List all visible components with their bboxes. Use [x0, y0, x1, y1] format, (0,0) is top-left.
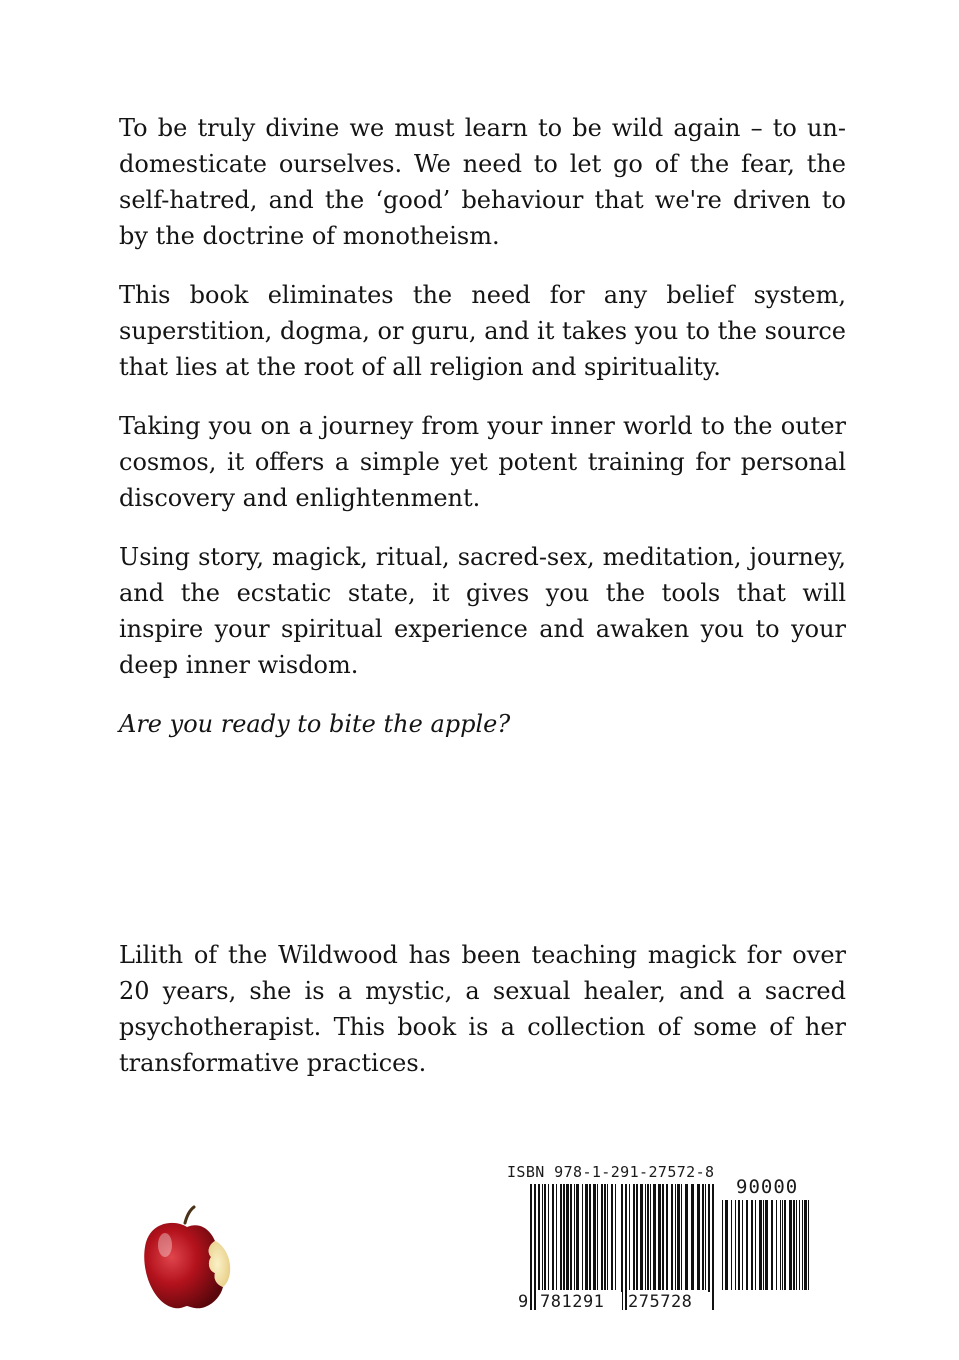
barcode-addon-bar [780, 1200, 781, 1290]
barcode-bar [636, 1184, 638, 1290]
author-bio [119, 937, 846, 1104]
barcode-bar [645, 1184, 646, 1290]
barcode-bar [593, 1184, 596, 1290]
barcode-bar [552, 1184, 554, 1290]
barcode-bar [542, 1184, 543, 1290]
barcode-bar [629, 1184, 630, 1290]
isbn-label: ISBN 978-1-291-27572-8 [507, 1163, 715, 1181]
barcode-bar [691, 1184, 694, 1290]
ean-right-group: 275728 [628, 1292, 710, 1312]
barcode-addon-bar [722, 1200, 723, 1290]
barcode-bar [544, 1184, 546, 1290]
blurb-paragraph-2: This book eliminates the need for any belief system, superstition, dogma, or guru, and it takes you to the source that lies at the root of all religion and spirituality. [119, 281, 846, 381]
barcode-bar [601, 1184, 603, 1290]
barcode-addon-bar [755, 1200, 756, 1290]
barcode-bar [576, 1184, 579, 1290]
blurb-paragraph-1: To be truly divine we must learn to be wild again – to un-domesticate ourselves. We need to let go of the fear, the self-hatred, and the ‘good’ behaviour that we're driven to by the doctrine of monotheism. [119, 114, 846, 250]
barcode-bar [677, 1184, 680, 1290]
barcode-addon-bar [802, 1200, 803, 1290]
barcode-bar [570, 1184, 572, 1290]
ean-first-digit: 9 [518, 1292, 529, 1312]
barcode-addon-bar [759, 1200, 762, 1290]
barcode-addon-bar [793, 1200, 795, 1290]
barcode-bar [566, 1184, 569, 1290]
barcode-addon-bar [776, 1200, 777, 1290]
barcode-addon-bar [796, 1200, 797, 1290]
blurb-paragraph-4: Using story, magick, ritual, sacred-sex, meditation, journey, and the ecstatic state, it gives you the tools that will inspire your spiritual experience and awaken you to your deep inner wisdom. [119, 543, 846, 679]
apple-highlight [158, 1233, 172, 1257]
barcode-bar [647, 1184, 649, 1290]
barcode-addon-bar [771, 1200, 773, 1290]
barcode-addon-bar [789, 1200, 792, 1290]
barcode-addon-bar [725, 1200, 728, 1290]
bitten-apple-icon [137, 1205, 237, 1313]
barcode-bar [556, 1184, 557, 1290]
barcode-bar [671, 1184, 673, 1290]
barcode-bar [604, 1184, 606, 1290]
barcode-addon-bar [738, 1200, 740, 1290]
price-code: 90000 [736, 1176, 799, 1198]
barcode-addon-bar [799, 1200, 800, 1290]
barcode-bar [563, 1184, 565, 1290]
barcode-bar [582, 1184, 583, 1290]
barcode-bar [662, 1184, 664, 1290]
apple-graphic [137, 1205, 237, 1313]
barcode-guard-bar [712, 1184, 714, 1310]
barcode-bar [589, 1184, 591, 1290]
barcode-bar [548, 1184, 549, 1290]
ean-left-group: 781291 [540, 1292, 622, 1312]
barcode-addon-bar [742, 1200, 743, 1290]
barcode-bar [574, 1184, 575, 1290]
barcode-bar [653, 1184, 656, 1290]
barcode-addon-bar [804, 1200, 807, 1290]
barcode-bar [685, 1184, 688, 1290]
barcode-guard-bar [530, 1184, 532, 1310]
barcode-guard-bar [625, 1184, 627, 1310]
barcode-bar [675, 1184, 676, 1290]
author-bio-text: Lilith of the Wildwood has been teaching magick for over 20 years, she is a mystic, a sexual healer, and a sacred psychotherapist. This book is a collection of some of her transformative practices. [119, 941, 846, 1077]
barcode-bar [697, 1184, 700, 1290]
blurb [119, 110, 846, 765]
barcode-bar [702, 1184, 704, 1290]
barcode-addon-bar [751, 1200, 753, 1290]
barcode-bar [597, 1184, 598, 1290]
barcode-bar [658, 1184, 661, 1290]
apple-stem [185, 1207, 194, 1223]
barcode-bar [666, 1184, 668, 1290]
barcode-bar [611, 1184, 613, 1290]
barcode-bar [633, 1184, 635, 1290]
blurb-question: Are you ready to bite the apple? [119, 710, 511, 738]
barcode-bar [560, 1184, 562, 1290]
barcode-bar [681, 1184, 682, 1290]
barcode-addon-bar [784, 1200, 786, 1290]
blurb-paragraph-3: Taking you on a journey from your inner world to the outer cosmos, it offers a simple yet potent training for personal discovery and enlightenment. [119, 412, 846, 512]
barcode-addon-bar [731, 1200, 732, 1290]
barcode-bar [607, 1184, 608, 1290]
barcode-bar [585, 1184, 588, 1290]
barcode-addon-bar [735, 1200, 736, 1290]
barcode-guard-bar [534, 1184, 536, 1310]
barcode-addon-bar [763, 1200, 764, 1290]
barcode-bar [538, 1184, 540, 1290]
barcode-addon-bar [746, 1200, 748, 1290]
barcode-bar [640, 1184, 643, 1290]
barcode-addon-bar [765, 1200, 768, 1290]
barcode-bar [615, 1184, 616, 1290]
isbn-barcode [500, 1160, 815, 1315]
barcode-addon-bar [808, 1200, 809, 1290]
barcode-addon-bar [782, 1200, 783, 1290]
barcode-bar [650, 1184, 651, 1290]
barcode-bar [705, 1184, 706, 1290]
